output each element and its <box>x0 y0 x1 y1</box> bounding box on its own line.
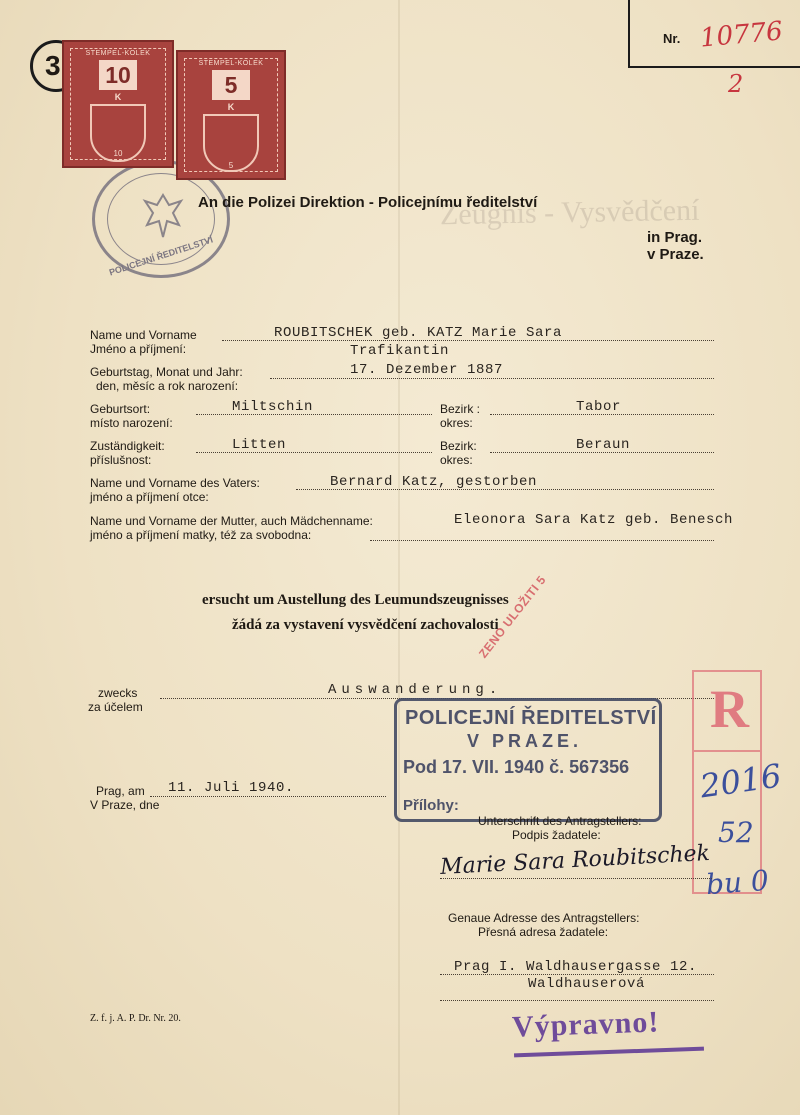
birthdate-label-de: Geburtstag, Monat und Jahr: <box>90 365 243 379</box>
jurisdiction-district-label-de: Bezirk: <box>440 439 477 453</box>
birthplace-value: Miltschin <box>232 399 314 415</box>
city-cz: v Praze. <box>647 246 704 263</box>
purpose-label-de: zwecks <box>98 686 138 700</box>
father-label-de: Name und Vorname des Vaters: <box>90 476 260 490</box>
faint-heading: Zeugnis - Vysvědčení <box>439 193 700 232</box>
birthdate-label-cz: den, měsíc a rok narození: <box>96 379 239 393</box>
address-label-de: Genaue Adresse des Antragstellers: <box>448 911 640 925</box>
round-stamp-text: POLICEJNÍ ŘEDITELSTVÍ <box>107 234 215 278</box>
police-directorate-stamp: POLICEJNÍ ŘEDITELSTVÍ V PRAZE. Pod 17. VII. 1940 č. 567356 Přílohy: <box>394 698 662 822</box>
father-label-cz: jméno a příjmení otce: <box>90 490 209 504</box>
fold-line <box>398 0 400 1115</box>
occupation-value: Trafikantin <box>350 343 450 359</box>
signature-label-cz: Podpis žadatele: <box>512 828 601 842</box>
address-line-2: Waldhauserová <box>528 976 646 992</box>
mother-label-de: Name und Vorname der Mutter, auch Mädchenname: <box>90 514 373 528</box>
revenue-stamp-5: STEMPEL-KOLEK 5 K 5 <box>176 50 286 180</box>
purpose-label-cz: za účelem <box>88 700 143 714</box>
jurisdiction-district-label-cz: okres: <box>440 453 473 467</box>
city-de: in Prag. <box>647 229 703 246</box>
birthplace-label-cz: místo narození: <box>90 416 173 430</box>
handwritten-number-2: 52 <box>718 816 754 849</box>
form-code: Z. f. j. A. P. Dr. Nr. 20. <box>90 1013 181 1024</box>
mother-label-cz: jméno a příjmení matky, též za svobodna: <box>90 528 312 542</box>
request-line-cz: žádá za vystavení vysvědčení zachovalosti <box>232 617 499 633</box>
applicant-signature: Marie Sara Roubitschek <box>439 840 711 881</box>
birthplace-label-de: Geburtsort: <box>90 402 151 416</box>
addressee-line: An die Polizei Direktion - Policejnímu ředitelství <box>198 194 538 211</box>
circled-number: 3 <box>30 40 82 92</box>
jurisdiction-district-value: Beraun <box>576 437 631 453</box>
jurisdiction-label-de: Zuständigkeit: <box>90 439 165 453</box>
handwritten-number-3: bu 0 <box>704 863 770 902</box>
number-label: Nr. <box>663 31 681 46</box>
date-label-de: Prag, am <box>96 784 145 798</box>
name-label-cz: Jméno a příjmení: <box>90 342 187 356</box>
dispatch-stamp: Výpravno! <box>511 1005 660 1044</box>
handwritten-number-1: 2016 <box>697 756 784 806</box>
date-label-cz: V Praze, dne <box>90 798 160 812</box>
purpose-value: Auswanderung. <box>328 682 503 698</box>
request-line-de: ersucht um Austellung des Leumundszeugnisses <box>202 592 509 608</box>
eagle-icon <box>141 191 185 241</box>
number-sub: 2 <box>728 70 744 98</box>
birthplace-district-value: Tabor <box>576 399 622 415</box>
revenue-stamp-10: STEMPEL-KOLEK 10 K 10 <box>62 40 174 168</box>
name-value: ROUBITSCHEK geb. KATZ Marie Sara <box>274 325 563 341</box>
birthplace-district-label-cz: okres: <box>440 416 473 430</box>
name-label-de: Name und Vorname <box>90 328 197 342</box>
mother-value: Eleonora Sara Katz geb. Benesch <box>454 512 734 528</box>
date-value: 11. Juli 1940. <box>168 780 295 796</box>
birthdate-value: 17. Dezember 1887 <box>350 362 504 378</box>
jurisdiction-value: Litten <box>232 437 287 453</box>
signature-label-de: Unterschrift des Antragstellers: <box>478 814 642 828</box>
birthplace-district-label-de: Bezirk : <box>440 402 481 416</box>
red-registry-stamp: ZENO ULOŽITI 5 <box>476 572 549 661</box>
father-value: Bernard Katz, gestorben <box>330 474 538 490</box>
number-value: 10776 <box>698 16 784 54</box>
jurisdiction-label-cz: příslušnost: <box>90 453 152 467</box>
registered-r-label: R <box>692 670 762 894</box>
address-label-cz: Přesná adresa žadatele: <box>478 925 609 939</box>
address-line-1: Prag I. Waldhausergasse 12. <box>454 959 698 975</box>
